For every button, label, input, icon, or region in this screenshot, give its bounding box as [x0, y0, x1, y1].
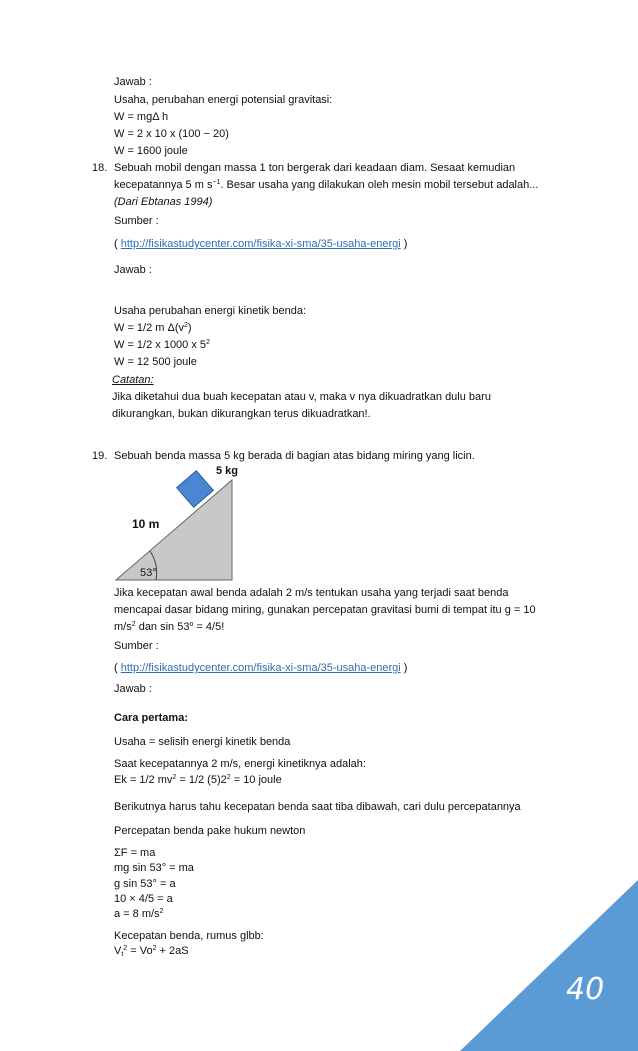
question-text: Jika kecepatan awal benda adalah 2 m/s tentukan usaha yang terjadi saat benda: [114, 587, 509, 599]
equation-line: $V_t^2 = Vo^2 + 2aS$: [114, 945, 189, 958]
question-text: mencapai dasar bidang miring, gunakan percepatan gravitasi bumi di tempat itu g = 10: [114, 604, 536, 616]
equation-line: ΣF = ma: [114, 847, 156, 859]
equation-line: g sin 53° = a: [114, 878, 176, 890]
angle-label: 53°: [140, 567, 157, 579]
answer-line: W = 1/2 m $\Delta(v^2)$: [114, 322, 192, 334]
question-text: kecepatannya 5 m $s^{-1}$. Besar usaha yang dilakukan oleh mesin mobil tersebut adalah...: [114, 179, 539, 191]
solution-line: Berikutnya harus tahu kecepatan benda saat tiba dibawah, cari dulu percepatannya: [114, 801, 521, 813]
note-text: dikurangkan, bukan dikurangkan terus dikuadratkan!.: [112, 408, 371, 420]
question-text: $m/s^2$ dan $\sin 53^o = 4/5$!: [114, 621, 225, 633]
answer-line: W = 1/2 x 1000 x $5^2$: [114, 339, 210, 351]
mass-label: 5 kg: [216, 465, 239, 477]
answer-line: Usaha perubahan energi kinetik benda:: [114, 305, 307, 317]
source-line: ( http://fisikastudycenter.com/fisika-xi-sma/35-usaha-energi ): [114, 662, 408, 674]
answer-line: W = 1600 joule: [114, 145, 188, 157]
solution-line: Saat kecepatannya 2 m/s, energi kinetiknya adalah:: [114, 758, 366, 770]
length-label: 10 m: [132, 517, 160, 531]
answer-label: Jawab :: [114, 683, 152, 695]
answer-label: Jawab :: [114, 264, 152, 276]
question-text: Sebuah mobil dengan massa 1 ton bergerak dari keadaan diam. Sesaat kemudian: [114, 162, 516, 174]
incline-diagram: [112, 462, 272, 586]
note-label: Catatan:: [112, 374, 154, 386]
source-link[interactable]: http://fisikastudycenter.com/fisika-xi-sma/35-usaha-energi: [120, 238, 401, 250]
page-number: 40: [566, 972, 605, 1007]
answer-line: W = 12 500 joule: [114, 356, 197, 368]
solution-line: Usaha = selisih energi kinetik benda: [114, 736, 291, 748]
source-line: ( http://fisikastudycenter.com/fisika-xi-sma/35-usaha-energi ): [114, 238, 408, 250]
answer-line: Usaha, perubahan energi potensial gravitasi:: [114, 94, 333, 106]
method-title: Cara pertama:: [114, 712, 188, 724]
source-link[interactable]: http://fisikastudycenter.com/fisika-xi-sma/35-usaha-energi: [120, 662, 401, 674]
answer-line: W = 2 x 10 x (100 − 20): [114, 128, 229, 140]
source-label: Sumber :: [114, 215, 159, 227]
question-number: 19.: [92, 450, 108, 462]
question-number: 18.: [92, 162, 108, 174]
equation-line: a = 8 $m/s^2$: [114, 908, 164, 920]
equation-line: 10 × 4/5 = a: [114, 893, 173, 905]
source-label: Sumber :: [114, 640, 159, 652]
solution-line: Percepatan benda pake hukum newton: [114, 825, 306, 837]
answer-label: Jawab :: [114, 76, 152, 88]
question-text: Sebuah benda massa 5 kg berada di bagian atas bidang miring yang licin.: [114, 450, 475, 462]
solution-line: Ek = 1/2 $mv^2 = 1/2$ $(5)2^2 = 10$ joule: [114, 774, 282, 786]
question-reference: (Dari Ebtanas 1994): [114, 196, 213, 208]
answer-line: W = mgΔ h: [114, 111, 169, 123]
note-text: Jika diketahui dua buah kecepatan atau v, maka v nya dikuadratkan dulu baru: [112, 391, 491, 403]
equation-line: mg sin 53° = ma: [114, 862, 194, 874]
solution-line: Kecepatan benda, rumus glbb:: [114, 930, 264, 942]
